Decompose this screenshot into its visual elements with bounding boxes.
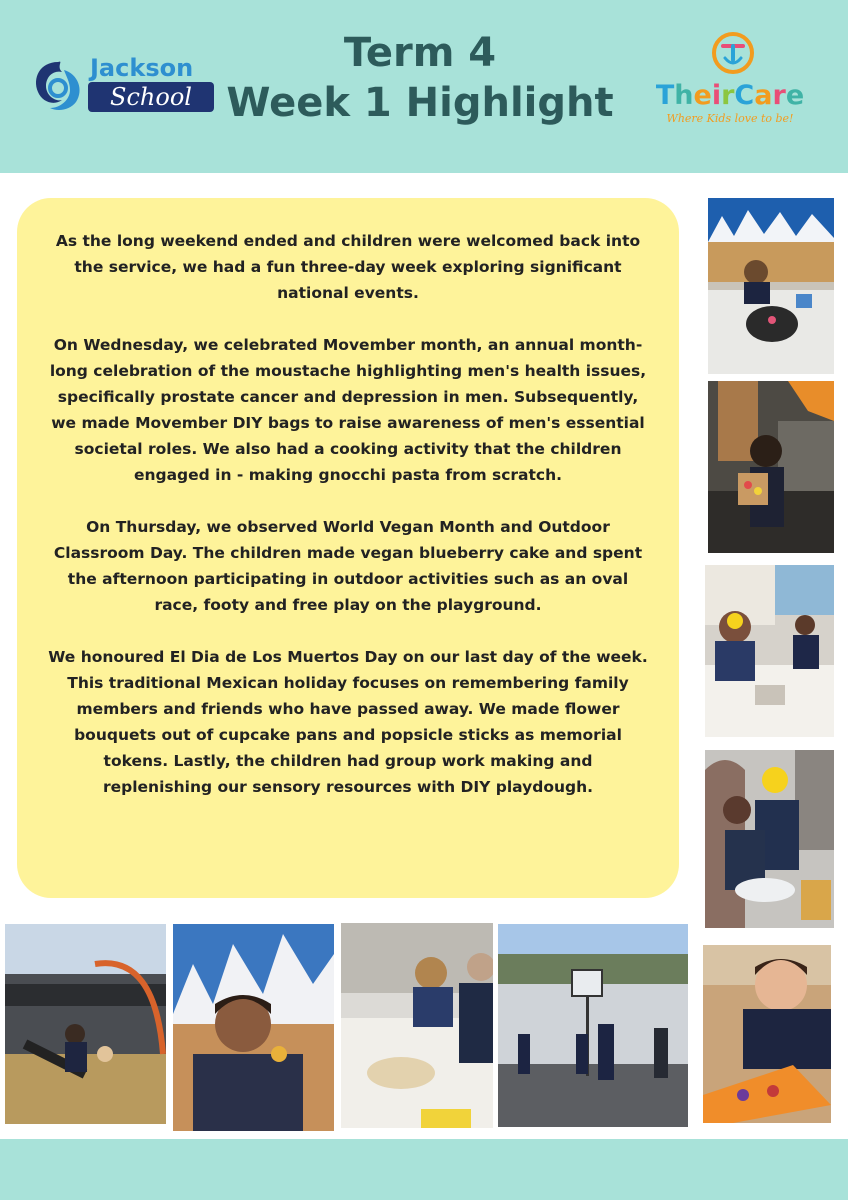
theircare-logo [650, 30, 810, 130]
photo-painting [703, 945, 831, 1123]
school-word: School [88, 82, 214, 112]
brand-letter: e [785, 80, 805, 111]
photo-playdough [705, 750, 834, 928]
theircare-face-icon [710, 30, 756, 76]
brand-letter: r [721, 80, 735, 111]
theircare-name [650, 80, 810, 112]
paragraph-friday: We honoured El Dia de Los Muertos Day on our last day of the week. This traditional Mexican holiday focuses on remembering family members and friends who have passed away. We made flower bouquets out of cupcake pans and popsicle sticks as memorial tokens. Lastly, the children had group work making and replenishing our sensory resources with DIY playdough. [48, 648, 648, 796]
photo-movember-bag [708, 381, 834, 553]
brand-letter: h [674, 80, 694, 111]
jackson-swirl-icon [28, 56, 88, 116]
theircare-tagline: Where Kids love to be! [666, 112, 794, 125]
paragraph-intro: As the long weekend ended and children were welcomed back into the service, we had a fun three-day week exploring significant national events. [55, 232, 641, 302]
photo-baking-group [705, 565, 834, 737]
title-line-2: Week 1 Highlight [226, 80, 614, 126]
paragraph-thursday: On Thursday, we observed World Vegan Month and Outdoor Classroom Day. The children made vegan blueberry cake and spent the afternoon participating in outdoor activities such as an oval race, footy and free play on the playground. [53, 518, 643, 614]
brand-letter: a [754, 80, 773, 111]
photo-swing [5, 924, 166, 1124]
highlight-text [47, 228, 649, 800]
page-title [220, 28, 620, 128]
highlight-text-card [17, 198, 679, 898]
jackson-school-logo [28, 52, 218, 118]
footer-banner [0, 1139, 848, 1200]
brand-letter: i [711, 80, 722, 111]
brand-letter: C [734, 80, 755, 111]
brand-letter: T [655, 80, 675, 111]
title-line-1: Term 4 [343, 30, 497, 76]
photo-gnocchi-making [341, 923, 493, 1128]
brand-letter: e [693, 80, 712, 111]
photo-cooking-table [708, 198, 834, 374]
brand-letter: r [772, 80, 786, 111]
photo-boy-flower [173, 924, 334, 1131]
photo-basketball [498, 924, 688, 1127]
jackson-word: Jackson [90, 54, 194, 82]
paragraph-wednesday: On Wednesday, we celebrated Movember month, an annual month-long celebration of the moustache highlighting men's health issues, specifically prostate cancer and depression in men. Subsequently, we made Movember DIY bags to raise awareness of men's essential societal roles. We also had a cooking activity that the children engaged in - making gnocchi pasta from scratch. [49, 336, 647, 484]
